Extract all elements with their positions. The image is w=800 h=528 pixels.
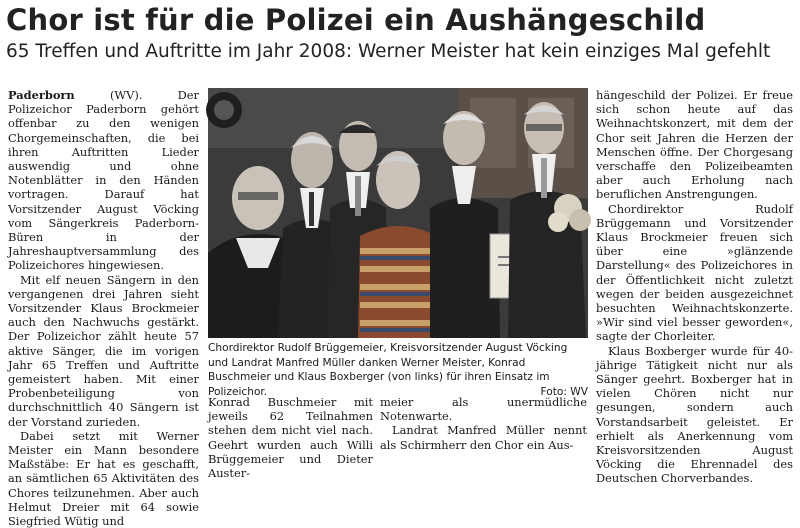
paragraph: Klaus Boxberger wurde für 40-jährige Tätigkeit nicht nur als Sänger geehrt. Boxberger hat in vielen Chören nicht nur gesungen, sondern auch Vorstandsarbeit geleistet. Er erhielt als Anerkennung vom Kreisvorsitzenden August Vöcking die Ehrennadel des Deutschen Chorverbandes. — [596, 343, 793, 486]
article-column-4 — [596, 88, 793, 486]
paragraph: Mit elf neuen Sängern in den vergangenen drei Jahren sieht Vorsitzender Klaus Brockmeier auch den Nachwuchs gestärkt. Der Polizeichor zählt heute 57 aktive Sänger, die im vorigen Jahr 65 Treffen und Auftritte gemeistert haben. Mit einer Probenbeteiligung von durchschnittlich 40 Sängern ist der Vorstand zurieden. — [8, 272, 199, 429]
subheadline: 65 Treffen und Auftritte im Jahr 2008: Werner Meister hat kein einziges Mal gefehlt — [6, 41, 771, 62]
paragraph: Dabei setzt mit Werner Meister ein Mann besondere Maßstäbe: Er hat es geschafft, an sämtlichen 65 Aktivitäten des Chores teilzunehmen. Aber auch Helmut Dreier mit 64 sowie Siegfried Wütig und — [8, 428, 199, 528]
headline: Chor ist für die Polizei ein Aushängeschild — [6, 3, 706, 37]
photo-credit: Foto: WV — [540, 385, 588, 398]
paragraph: meier als unermüdliche Notenwarte. — [380, 395, 587, 424]
dateline: Paderborn — [8, 88, 75, 102]
photo-caption — [208, 341, 588, 399]
paragraph: hängeschild der Polizei. Er freue sich schon heute auf das Weihnachtskonzert, mit dem der Chor seit Jahren die Herzen der Menschen öffne. Der Chorgesang verschaffe den Polizeibeamten aber auch Erholung nach beruflichen Anstrengungen. — [596, 88, 793, 202]
article-column-2 — [208, 395, 373, 481]
article-column-3 — [380, 395, 587, 453]
paragraph: Konrad Buschmeier mit jeweils 62 Teilnahmen stehen dem nicht viel nach. Geehrt wurden auch Willi Brüggemeier und Dieter Auster- — [208, 395, 373, 481]
caption-text: Chordirektor Rudolf Brüggemeier, Kreisvorsitzender August Vöcking und Landrat Manfred Müller danken Werner Meister, Konrad Buschmeier und Klaus Boxberger (von links) für ihren Einsatz im Polizeichor. — [208, 342, 568, 398]
article-column-1 — [8, 88, 199, 528]
paragraph-text: (WV). Der Polizeichor Paderborn gehört offenbar zu den wenigen Chorgemeinschaften, die bei ihren Auftritten Lieder auswendig und ohne Notenblätter in den Händen vortragen. Darauf hat Vorsitzender August Vöcking vom Sängerkreis Paderborn-Büren in der Jahreshauptversammlung des Polizeichores hingewiesen. — [8, 88, 199, 273]
paragraph — [8, 88, 199, 273]
paragraph: Landrat Manfred Müller nennt als Schirmherr den Chor ein Aus- — [380, 423, 587, 452]
paragraph: Chordirektor Rudolf Brüggemann und Vorsitzender Klaus Brockmeier freuen sich über eine »glänzende Darstellung« des Polizeichores in der Öffentlichkeit nicht zuletzt wegen der beiden ausgezeichnet besuchten Weihnachtskonzerte. »Wir sind viel besser geworden«, sagte der Chorleiter. — [596, 201, 793, 344]
group-photo — [208, 88, 588, 338]
